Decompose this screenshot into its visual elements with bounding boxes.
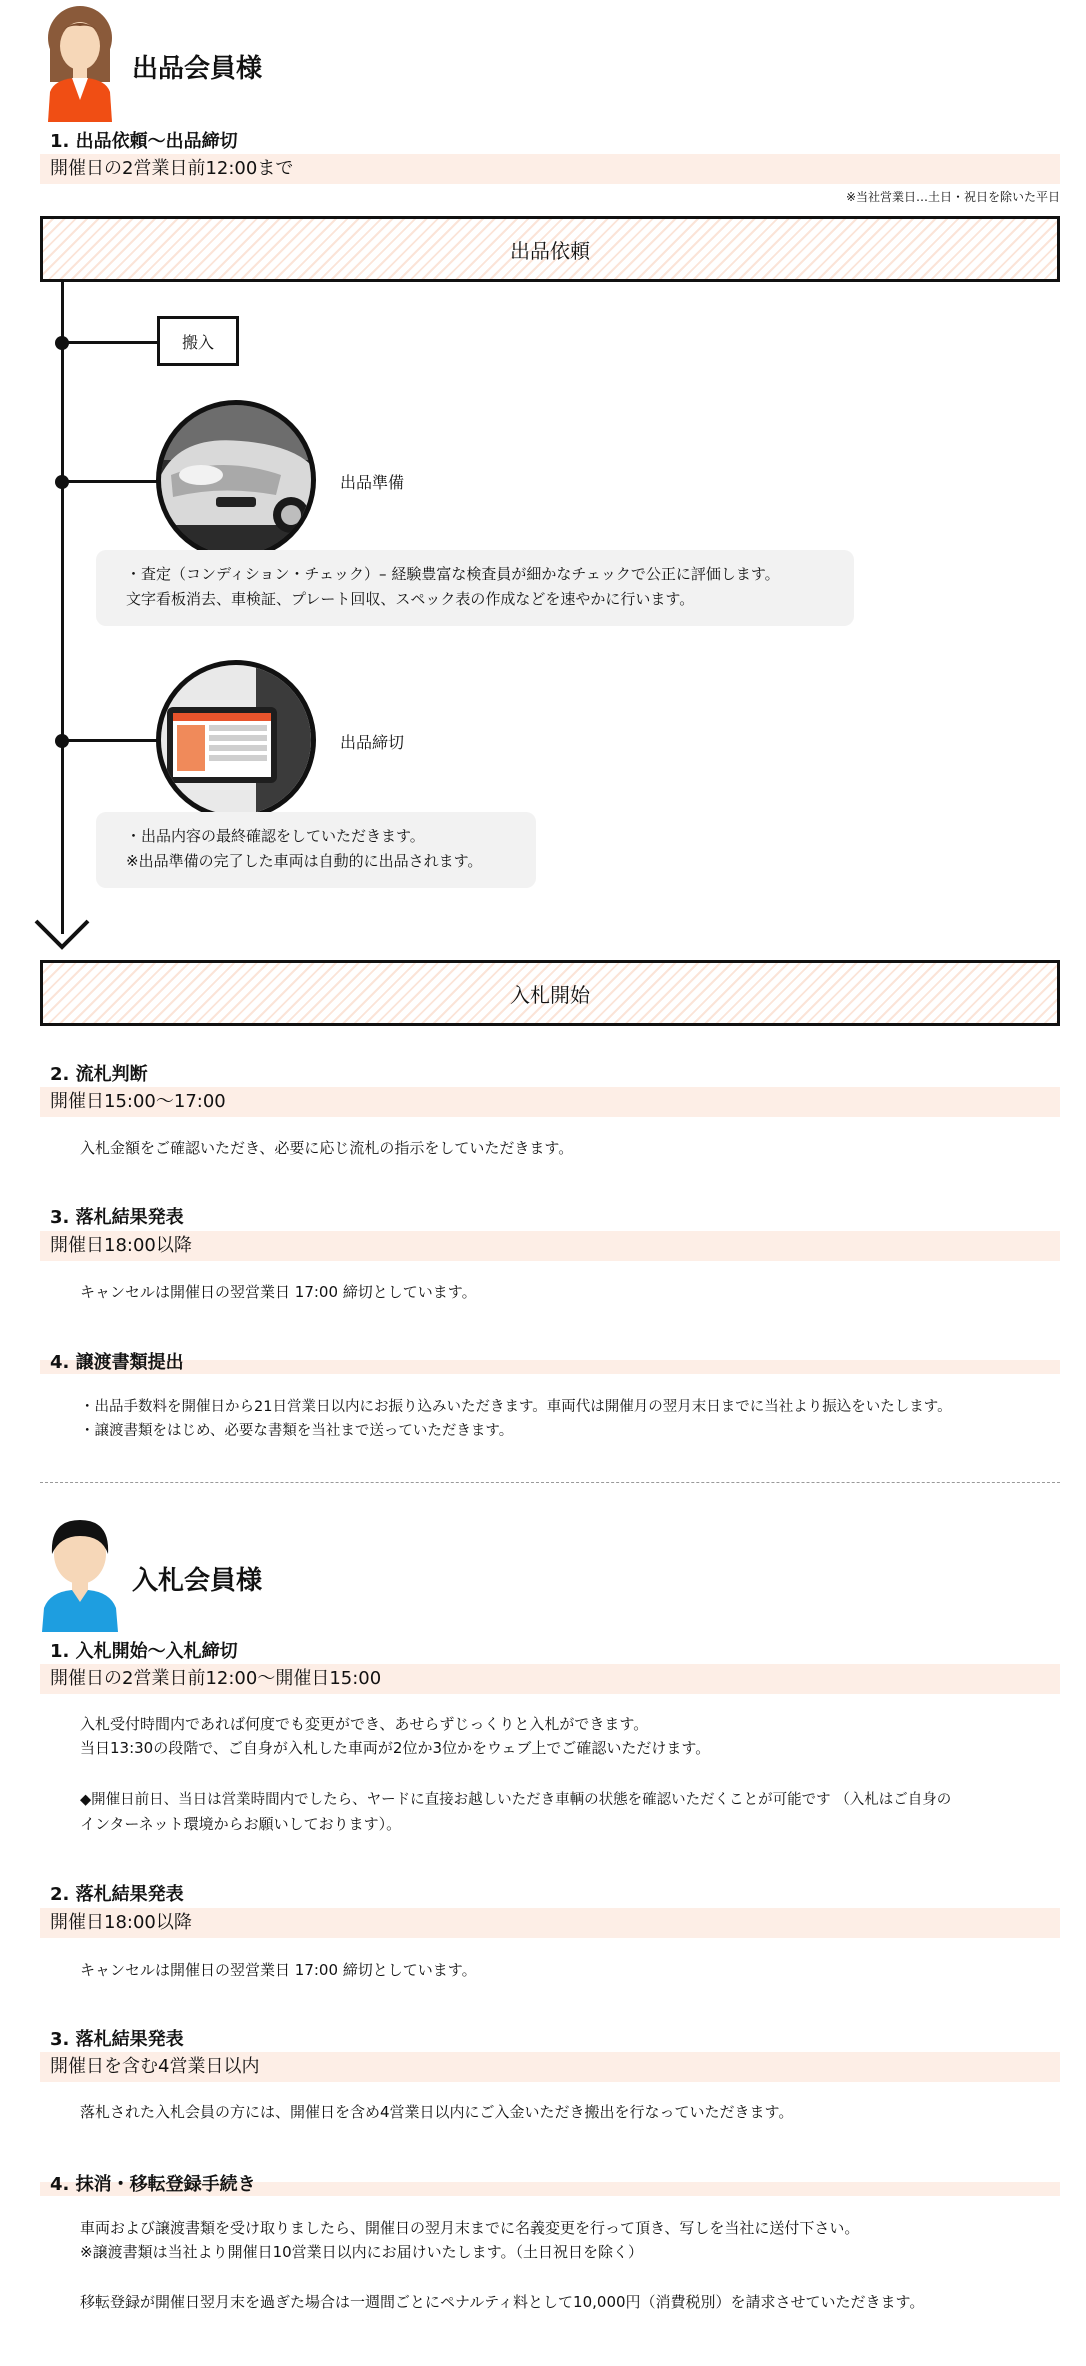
bidder-step1-band: 開催日の2営業日前12:00〜開催日15:00	[40, 1664, 1060, 1694]
prep-note-line1: ・査定（コンディション・チェック）– 経験豊富な検査員が細かなチェックで公正に評価します。	[126, 565, 780, 583]
seller-step3-band: 開催日18:00以降	[40, 1231, 1060, 1261]
listing-request-box: 出品依頼	[40, 216, 1060, 282]
bidder-title: 入札会員様	[132, 1566, 263, 1596]
business-day-footnote: ※当社営業日…土日・祝日を除いた平日	[845, 190, 1060, 204]
close-note-line1: ・出品内容の最終確認をしていただきます。	[126, 827, 425, 845]
bidder-step2-band: 開催日18:00以降	[40, 1908, 1060, 1938]
seller-step4-title: 4. 譲渡書類提出	[50, 1352, 184, 1373]
prep-note-line2: 文字看板消去、車検証、プレート回収、スペック表の作成などを速やかに行います。	[126, 590, 695, 608]
bidder-step1-title: 1. 入札開始〜入札締切	[50, 1641, 238, 1662]
bidder-step1-text4: インターネット環境からお願いしております）。	[80, 1815, 402, 1833]
seller-step3-text: キャンセルは開催日の翌営業日 17:00 締切としています。	[80, 1283, 477, 1301]
flow-line	[61, 282, 64, 934]
bidder-step1-text1: 入札受付時間内であれば何度でも変更ができ、あせらずじっくりと入札ができます。	[80, 1715, 649, 1733]
seller-step1-band: 開催日の2営業日前12:00まで	[40, 154, 1060, 184]
flow-arrow-head	[32, 905, 92, 955]
car-photo	[156, 400, 316, 560]
flow-branch-prep	[62, 480, 158, 483]
tablet-photo	[156, 660, 316, 820]
bidder-step2-title: 2. 落札結果発表	[50, 1884, 184, 1905]
bidder-step3-title: 3. 落札結果発表	[50, 2029, 184, 2050]
bidder-step4-text1: 車両および譲渡書類を受け取りましたら、開催日の翌月末までに名義変更を行って頂き、写しを当社に送付下さい。	[80, 2219, 860, 2237]
bidder-step4-text3: 移転登録が開催日翌月末を過ぎた場合は一週間ごとにペナルティ料として10,000円（消費税別）を請求させていただきます。	[80, 2293, 925, 2311]
bidder-step4-title: 4. 抹消・移転登録手続き	[50, 2174, 256, 2195]
bidding-start-box: 入札開始	[40, 960, 1060, 1026]
seller-step4-text1: ・出品手数料を開催日から21日営業日以内にお振り込みいただきます。車両代は開催月の翌月末日までに当社より振込をいたします。	[80, 1399, 952, 1415]
section-divider	[40, 1482, 1060, 1483]
close-note	[96, 812, 536, 888]
bidder-avatar	[40, 1510, 120, 1632]
bidder-step1-text2: 当日13:30の段階で、ご自身が入札した車両が2位か3位かをウェブ上でご確認いただけます。	[80, 1739, 711, 1757]
seller-title: 出品会員様	[132, 54, 263, 84]
seller-step4-text2: ・譲渡書類をはじめ、必要な書類を当社まで送っていただきます。	[80, 1423, 514, 1439]
close-note-line2: ※出品準備の完了した車両は自動的に出品されます。	[126, 852, 483, 870]
bidder-step1-text3: ◆開催日前日、当日は営業時間内でしたら、ヤードに直接お越しいただき車輌の状態を確認いただくことが可能です （入札はご自身の	[80, 1792, 952, 1808]
seller-step2-band: 開催日15:00〜17:00	[40, 1087, 1060, 1117]
seller-step3-title: 3. 落札結果発表	[50, 1207, 184, 1228]
seller-step4-band	[40, 1360, 1060, 1374]
flow-branch-carry-in	[62, 341, 158, 344]
bidder-step4-text2: ※譲渡書類は当社より開催日10営業日以内にお届けいたします。（土日祝日を除く）	[80, 2243, 643, 2261]
carry-in-box	[157, 316, 239, 366]
prep-label: 出品準備	[340, 473, 405, 492]
bidder-step3-text: 落札された入札会員の方には、開催日を含め4営業日以内にご入金いただき搬出を行なっていただきます。	[80, 2103, 794, 2121]
bidder-step3-band: 開催日を含む4営業日以内	[40, 2052, 1060, 2082]
bidder-step2-text: キャンセルは開催日の翌営業日 17:00 締切としています。	[80, 1961, 477, 1979]
seller-step2-text: 入札金額をご確認いただき、必要に応じ流札の指示をしていただきます。	[80, 1139, 574, 1157]
seller-step1-title: 1. 出品依頼〜出品締切	[50, 131, 238, 152]
prep-note	[96, 550, 854, 626]
close-label: 出品締切	[340, 733, 405, 752]
seller-avatar	[44, 4, 116, 122]
flow-branch-close	[62, 739, 158, 742]
carry-in-label: 搬入	[181, 332, 214, 352]
seller-step2-title: 2. 流札判断	[50, 1064, 148, 1085]
